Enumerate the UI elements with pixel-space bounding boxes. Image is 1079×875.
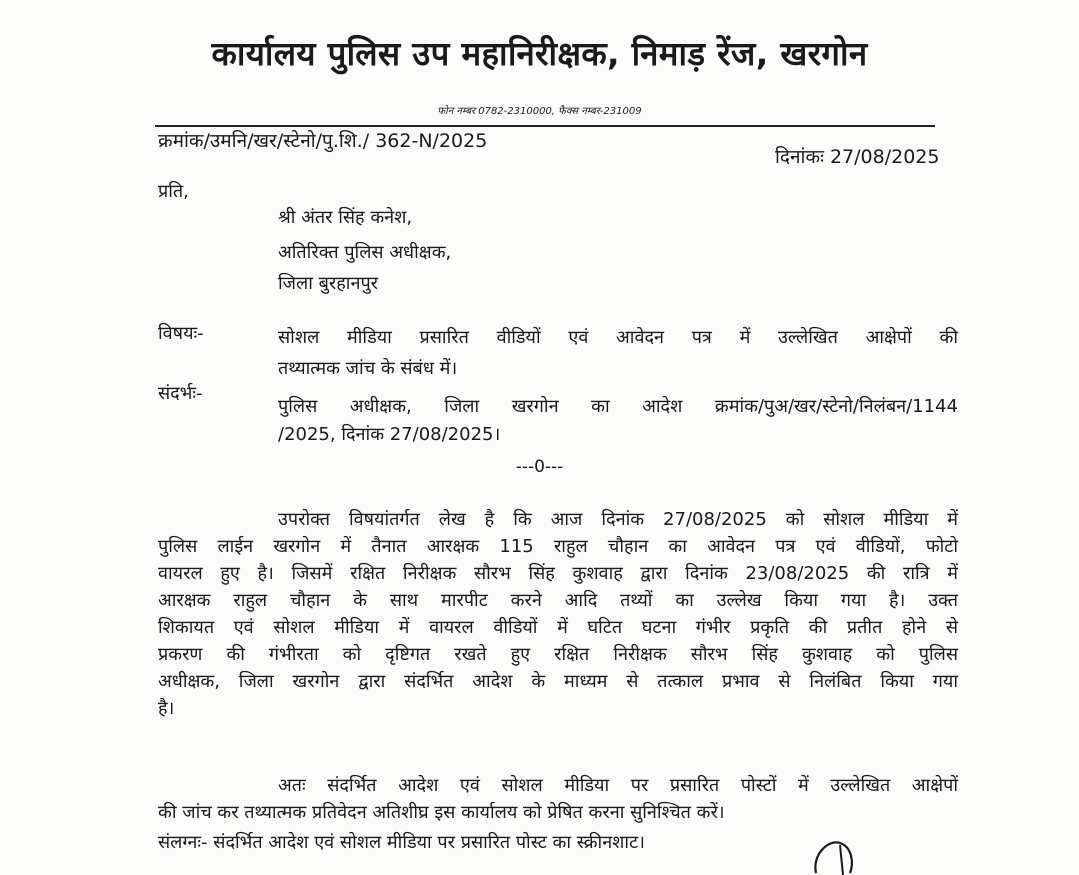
subject-line-2: तथ्यात्मक जांच के संबंध में।	[278, 358, 458, 379]
para2-line: अतः संदर्भित आदेश एवं सोशल मीडिया पर प्रसारित पोस्टों में उल्लेखित आक्षेपों	[278, 775, 958, 796]
para1-line: पुलिस लाईन खरगोन में तैनात आरक्षक 115 राहुल चौहान का आवेदन पत्र एवं वीडियों, फोटो	[158, 536, 958, 557]
context-line-1	[278, 394, 958, 418]
attachment-line: संलग्नः- संदर्भित आदेश एवं सोशल मीडिया पर प्रसारित पोस्ट का स्क्रीनशाट।	[158, 832, 645, 853]
separator: ---0---	[515, 457, 564, 477]
subject-text-1: सोशल मीडिया प्रसारित वीडियों एवं आवेदन पत्र में उल्लेखित आक्षेपों की	[278, 327, 958, 348]
para1-line: उपरोक्त विषयांतर्गत लेख है कि आज दिनांक 27/08/2025 को सोशल मीडिया में	[278, 509, 958, 530]
body-paragraph-1	[158, 506, 958, 722]
subject-label: विषयः-	[158, 323, 204, 344]
para2-line: की जांच कर तथ्यात्मक प्रतिवेदन अतिशीघ्र इस कार्यालय को प्रेषित करना सुनिश्चित करें।	[158, 802, 725, 823]
para1-line: वायरल हुए है। जिसमें रक्षित निरीक्षक सौरभ सिंह कुशवाह द्वारा दिनांक 23/08/2025 की रात्रि में	[158, 563, 958, 584]
reference-number: क्रमांक/उमनि/खर/स्टेनो/पु.शि./ 362-N/2025	[158, 130, 488, 152]
letter-date: दिनांकः 27/08/2025	[775, 146, 940, 168]
recipient-district: जिला बुरहानपुर	[278, 273, 379, 294]
para1-line: शिकायत एवं सोशल मीडिया में वायरल वीडियों में घटित घटना गंभीर प्रकृति की प्रतीत होने से	[158, 617, 958, 638]
recipient-designation: अतिरिक्त पुलिस अधीक्षक,	[278, 242, 452, 263]
para1-line: प्रकरण की गंभीरता को दृष्टिगत रखते हुए रक्षित निरीक्षक सौरभ सिंह कुशवाह को पुलिस	[158, 644, 958, 665]
context-label: संदर्भः-	[158, 383, 203, 404]
para1-line: आरक्षक राहुल चौहान के साथ मारपीट करने आदि तथ्यों का उल्लेख किया गया है। उक्त	[158, 590, 958, 611]
body-paragraph-2	[158, 772, 958, 826]
office-title: कार्यालय पुलिस उप महानिरीक्षक, निमाड़ रेंज, खरगोन	[211, 34, 868, 73]
context-line-2: /2025, दिनांक 27/08/2025।	[278, 424, 501, 445]
to-label: प्रति,	[158, 181, 189, 202]
contact-line: फोन नम्बर 0782-2310000, फैक्स नम्बर-231009	[437, 106, 642, 117]
context-text-1: पुलिस अधीक्षक, जिला खरगोन का आदेश क्रमांक/पुअ/खर/स्टेनो/निलंबन/1144	[278, 396, 958, 417]
para1-line: है।	[158, 698, 175, 719]
subject-line-1	[278, 325, 958, 349]
para1-line: अधीक्षक, जिला खरगोन द्वारा संदर्भित आदेश के माध्यम से तत्काल प्रभाव से निलंबित किया गया	[158, 671, 958, 692]
signature-mark	[810, 835, 860, 875]
recipient-name: श्री अंतर सिंह कनेश,	[278, 207, 413, 228]
